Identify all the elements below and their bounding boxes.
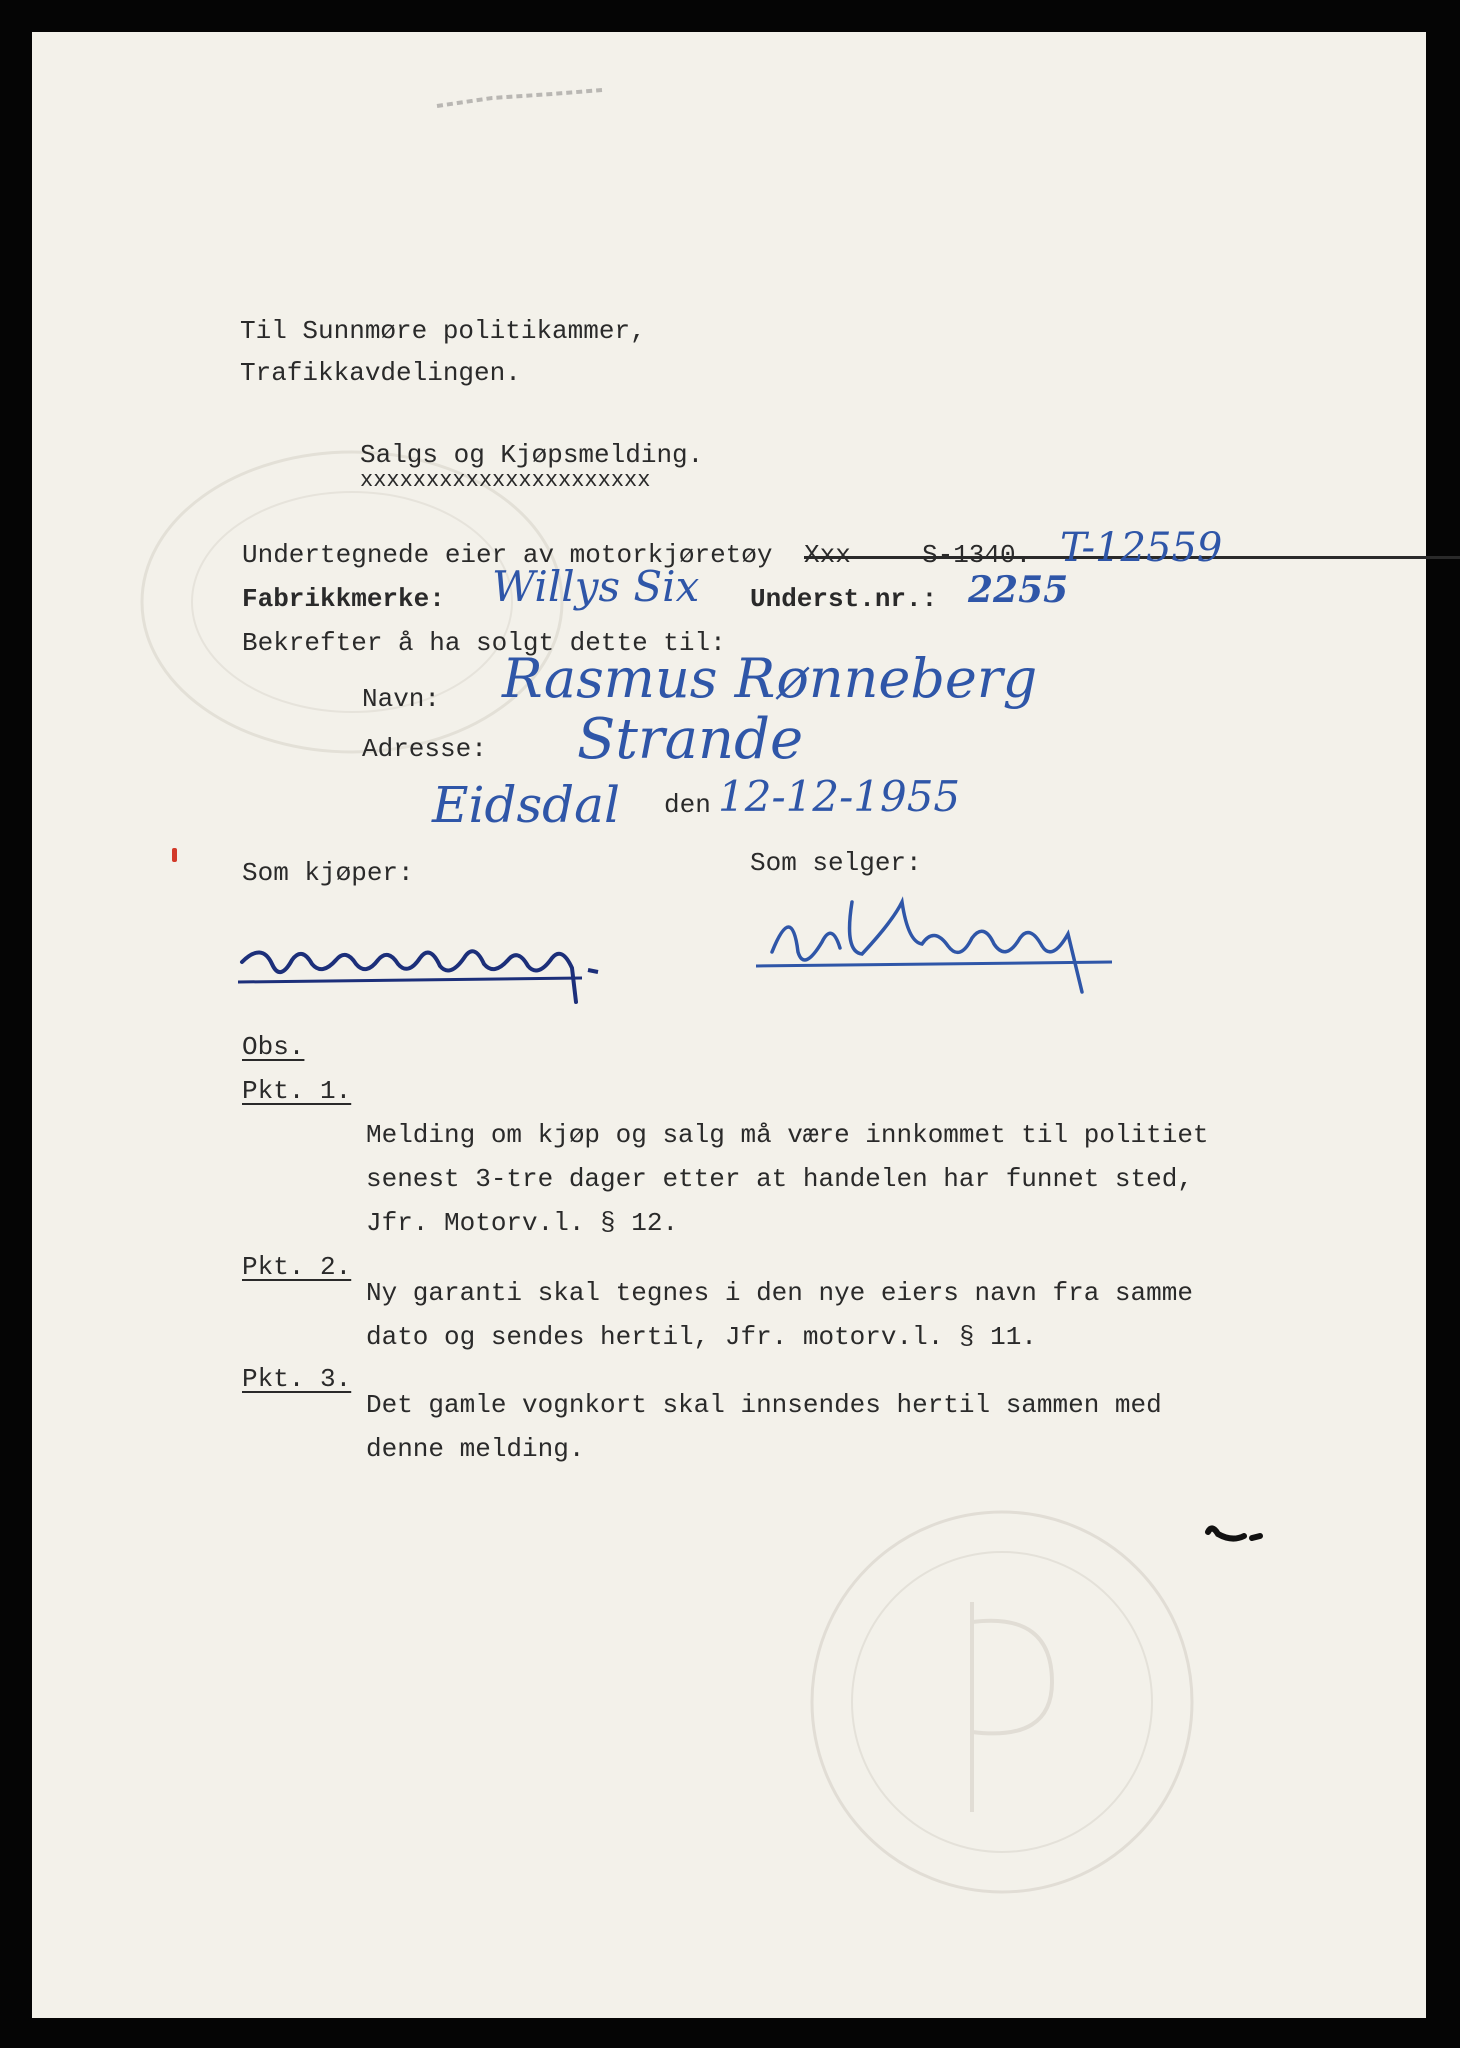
owner-label: Undertegnede eier av motorkjøretøy: [242, 540, 773, 570]
pkt-2-line-2: dato og sendes hertil, Jfr. motorv.l. § 11.: [366, 1322, 1037, 1352]
document-page: [32, 32, 1426, 2018]
form-title: Salgs og Kjøpsmelding.: [360, 440, 704, 470]
name-label: Navn:: [362, 684, 441, 714]
form-title-strikeout: xxxxxxxxxxxxxxxxxxxxxx: [360, 468, 651, 493]
buyer-label: Som kjøper:: [242, 858, 414, 888]
pkt-3-label: Pkt. 3.: [242, 1364, 352, 1394]
date-label: den: [664, 790, 711, 820]
registration-number-handwritten: T-12559: [1060, 525, 1223, 571]
pkt-1-line-3: Jfr. Motorv.l. § 12.: [366, 1208, 679, 1238]
confirm-sold-text: Bekrefter å ha solgt dette til:: [242, 628, 726, 658]
date-handwritten: 12-12-1955: [718, 772, 961, 821]
faint-smudge-mark: [432, 84, 612, 114]
pkt-2-label: Pkt. 2.: [242, 1252, 352, 1282]
buyer-signature: [232, 912, 652, 1022]
pkt-3-line-2: denne melding.: [366, 1434, 585, 1464]
pkt-1-line-2: senest 3-tre dager etter at handelen har funnet sted,: [366, 1164, 1193, 1194]
pkt-1-line-1: Melding om kjøp og salg må være innkommet til politiet: [366, 1120, 1209, 1150]
buyer-address-handwritten: Strande: [577, 707, 804, 772]
ink-blot-mark: [1202, 1522, 1272, 1552]
seller-label: Som selger:: [750, 848, 922, 878]
address-label: Adresse:: [362, 734, 487, 764]
registration-number: S-1340.: [922, 540, 1032, 570]
buyer-name-handwritten: Rasmus Rønneberg: [502, 647, 1038, 710]
make-handwritten: Willys Six: [492, 562, 700, 611]
pkt-1-label: Pkt. 1.: [242, 1076, 352, 1106]
seller-signature: [752, 882, 1132, 1012]
recipient-line-2: Trafikkavdelingen.: [240, 358, 521, 388]
place-handwritten: Eidsdal: [432, 776, 620, 834]
red-mark: [172, 848, 177, 862]
pkt-3-line-1: Det gamle vognkort skal innsendes hertil sammen med: [366, 1390, 1162, 1420]
struck-out-text: Xxx: [804, 540, 1460, 570]
recipient-line-1: Til Sunnmøre politikammer,: [240, 316, 646, 346]
pkt-2-line-1: Ny garanti skal tegnes i den nye eiers navn fra samme: [366, 1278, 1193, 1308]
make-label: Fabrikkmerke:: [242, 584, 445, 614]
faint-seal-watermark: [792, 1492, 1212, 1912]
chassis-number-label: Underst.nr.:: [750, 584, 938, 614]
obs-label: Obs.: [242, 1032, 305, 1062]
chassis-number-handwritten: 2255: [968, 569, 1069, 611]
